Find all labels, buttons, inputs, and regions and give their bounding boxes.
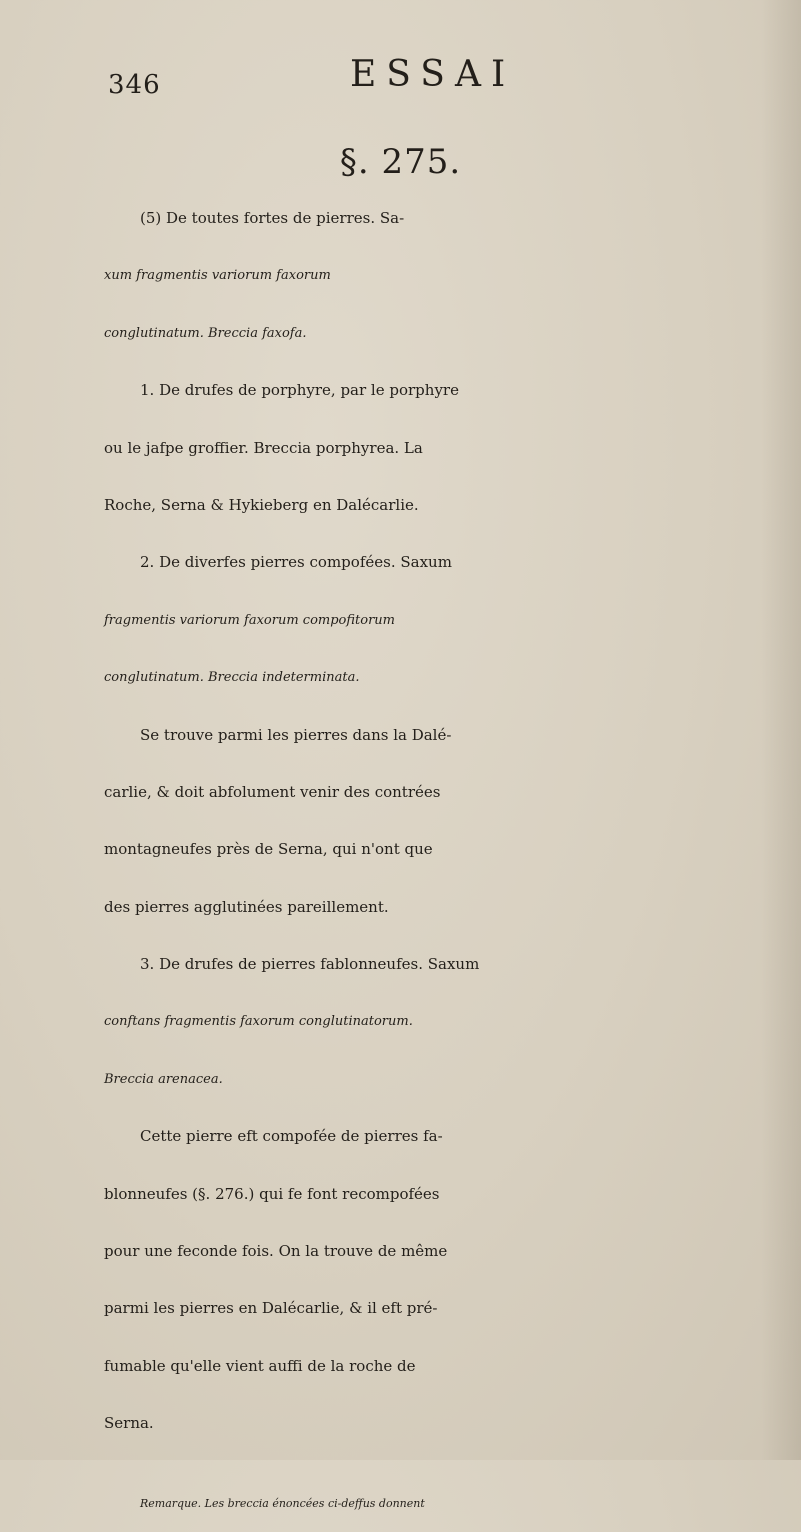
text-line: (5) De toutes fortes de pierres. Sa-: [140, 209, 405, 227]
text-line: parmi les pierres en Dalécarlie, & il eft pré-: [104, 1299, 438, 1318]
text-line: fumable qu'elle vient auffi de la roche de: [104, 1356, 416, 1375]
text-line: Breccia arenacea.: [104, 1071, 223, 1087]
text-line: xum fragmentis variorum faxorum: [104, 268, 331, 284]
section-heading: §. 275.: [339, 142, 462, 182]
remark-line: Remarque. Les breccia énoncées ci-deffus donnent: [140, 1496, 425, 1510]
text-line: conglutinatum. Breccia faxofa.: [104, 325, 307, 341]
text-line: Cette pierre eft compofée de pierres fa-: [140, 1127, 443, 1146]
page-edge-shadow: [761, 0, 801, 1460]
page-header: [108, 48, 768, 98]
page-number: 346: [108, 70, 161, 100]
text-line: 2. De diverfes pierres compofées. Saxum: [140, 553, 452, 572]
text-line: montagneufes près de Serna, qui n'ont que: [104, 840, 433, 859]
text-line: conftans fragmentis faxorum conglutinatorum.: [104, 1014, 413, 1030]
text-line: pour une feconde fois. On la trouve de même: [104, 1242, 448, 1261]
body-text: [104, 190, 784, 1532]
text-line: 3. De drufes de pierres fablonneufes. Saxum: [140, 955, 480, 974]
text-line: blonneufes (§. 276.) qui fe font recompofées: [104, 1184, 440, 1203]
text-line: ou le jafpe groffier. Breccia porphyrea. La: [104, 438, 423, 457]
text-line: des pierres agglutinées pareillement.: [104, 897, 389, 916]
text-line: Se trouve parmi les pierres dans la Dalé-: [140, 725, 452, 744]
text-line: carlie, & doit abfolument venir des contrées: [104, 782, 441, 801]
running-title: ESSAI: [350, 54, 516, 95]
text-line: conglutinatum. Breccia indeterminata.: [104, 670, 360, 686]
text-line: Roche, Serna & Hykieberg en Dalécarlie.: [104, 495, 419, 514]
text-line: Serna.: [104, 1414, 154, 1433]
text-line: fragmentis variorum faxorum compofitorum: [104, 612, 396, 628]
text-line: 1. De drufes de porphyre, par le porphyre: [140, 381, 459, 400]
